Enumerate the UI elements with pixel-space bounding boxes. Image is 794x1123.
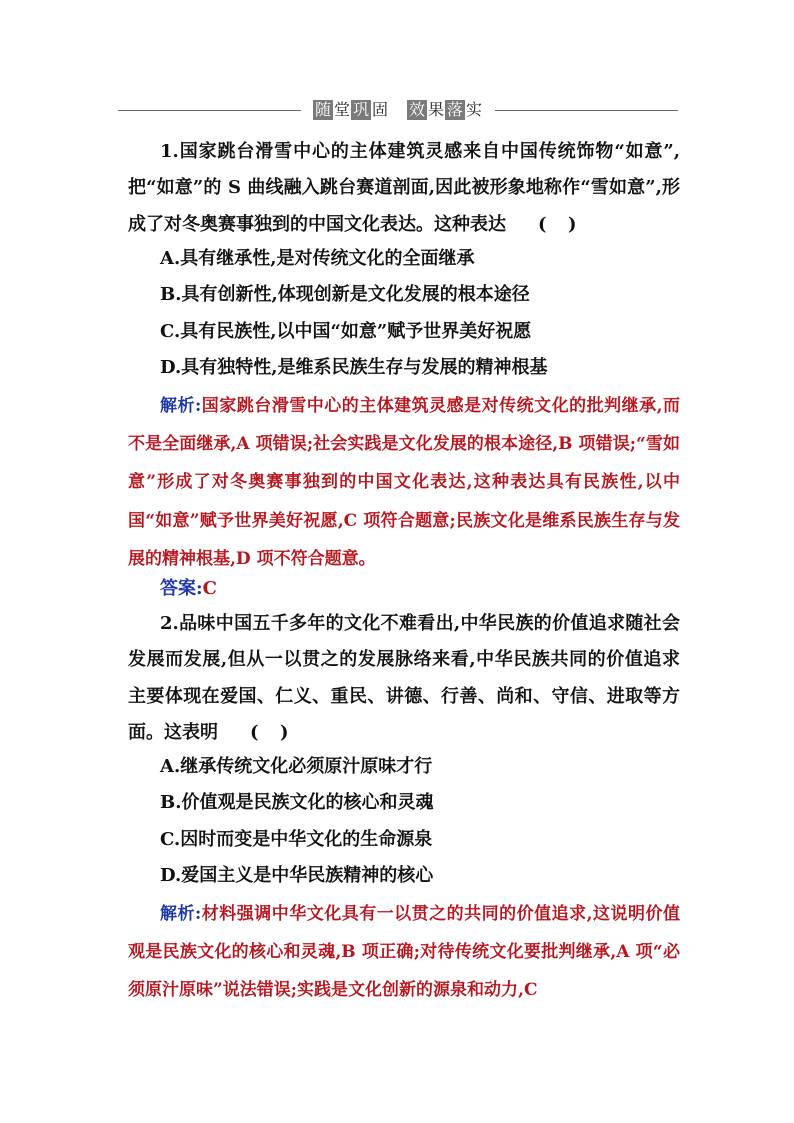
header-char: 巩 bbox=[352, 100, 369, 119]
question-2-analysis: 解析:材料强调中华文化具有一以贯之的共同的价值追求,这说明价值观是民族文化的核心和灵魂,B 项正确;对待传统文化要批判继承,A 项“必须原汁原味”说法错误;实践是文化创新的源泉和动力,C bbox=[128, 904, 680, 1001]
header-char: 效 bbox=[409, 100, 426, 119]
header-char: 实 bbox=[466, 100, 483, 119]
question-1-analysis: 解析:国家跳台滑雪中心的主体建筑灵感是对传统文化的批判继承,而不是全面继承,A 项错误;社会实践是文化发展的根本途径,B 项错误;“雪如意”形成了对冬奥赛事独到的中国文化表达,这种表达具有民族性,以中国“如意”赋予世界美好祝愿,C 项符合题意;民族文化是维系民族生存与发展的精神根基,D 项不符合题意。 bbox=[128, 396, 680, 569]
question-2-stem: 2.品味中国五千多年的文化不难看出,中华民族的价值追求随社会发展而发展,但从一以贯之的发展脉络来看,中华民族共同的价值追求主要体现在爱国、仁义、重民、讲德、行善、尚和、守信、进取等方面。这表明 ( ) bbox=[128, 606, 680, 752]
section-header-title bbox=[313, 100, 483, 120]
header-rule-left bbox=[118, 110, 301, 111]
header-segment-2 bbox=[407, 100, 483, 120]
analysis-label: 解析: bbox=[160, 396, 202, 416]
analysis-label: 解析: bbox=[160, 904, 202, 924]
section-header bbox=[118, 100, 678, 120]
header-char: 随 bbox=[314, 100, 331, 119]
question-1-option-a: A.具有继承性,是对传统文化的全面继承 bbox=[160, 248, 475, 269]
header-char: 果 bbox=[428, 100, 445, 119]
header-char: 堂 bbox=[333, 100, 350, 119]
question-1-stem: 1.国家跳台滑雪中心的主体建筑灵感来自中国传统饰物“如意”,把“如意”的 S 曲线融入跳台赛道剖面,因此被形象地称作“雪如意”,形成了对冬奥赛事独到的中国文化表达。这种表达 ( ) bbox=[128, 134, 680, 243]
question-1-option-b: B.具有创新性,体现创新是文化发展的根本途径 bbox=[160, 284, 530, 305]
question-1-answer bbox=[160, 576, 217, 602]
header-char: 落 bbox=[447, 100, 464, 119]
answer-paren-close: ) bbox=[280, 722, 289, 744]
answer-paren-open: ( bbox=[538, 213, 547, 235]
question-1-option-c: C.具有民族性,以中国“如意”赋予世界美好祝愿 bbox=[160, 321, 532, 342]
answer-label: 答案: bbox=[160, 578, 203, 599]
question-2-option-c: C.因时而变是中华文化的生命源泉 bbox=[160, 829, 433, 850]
question-2-option-d: D.爱国主义是中华民族精神的核心 bbox=[160, 865, 434, 886]
answer-paren-close: ) bbox=[568, 213, 577, 235]
header-char: 固 bbox=[371, 100, 388, 119]
header-segment-1 bbox=[313, 100, 389, 120]
question-2-option-a: A.继承传统文化必须原汁原味才行 bbox=[160, 756, 433, 777]
header-rule-right bbox=[495, 110, 678, 111]
answer-value: C bbox=[202, 578, 217, 599]
question-2-option-b: B.价值观是民族文化的核心和灵魂 bbox=[160, 792, 434, 813]
answer-paren-open: ( bbox=[250, 722, 259, 744]
question-1-option-d: D.具有独特性,是维系民族生存与发展的精神根基 bbox=[160, 357, 548, 378]
